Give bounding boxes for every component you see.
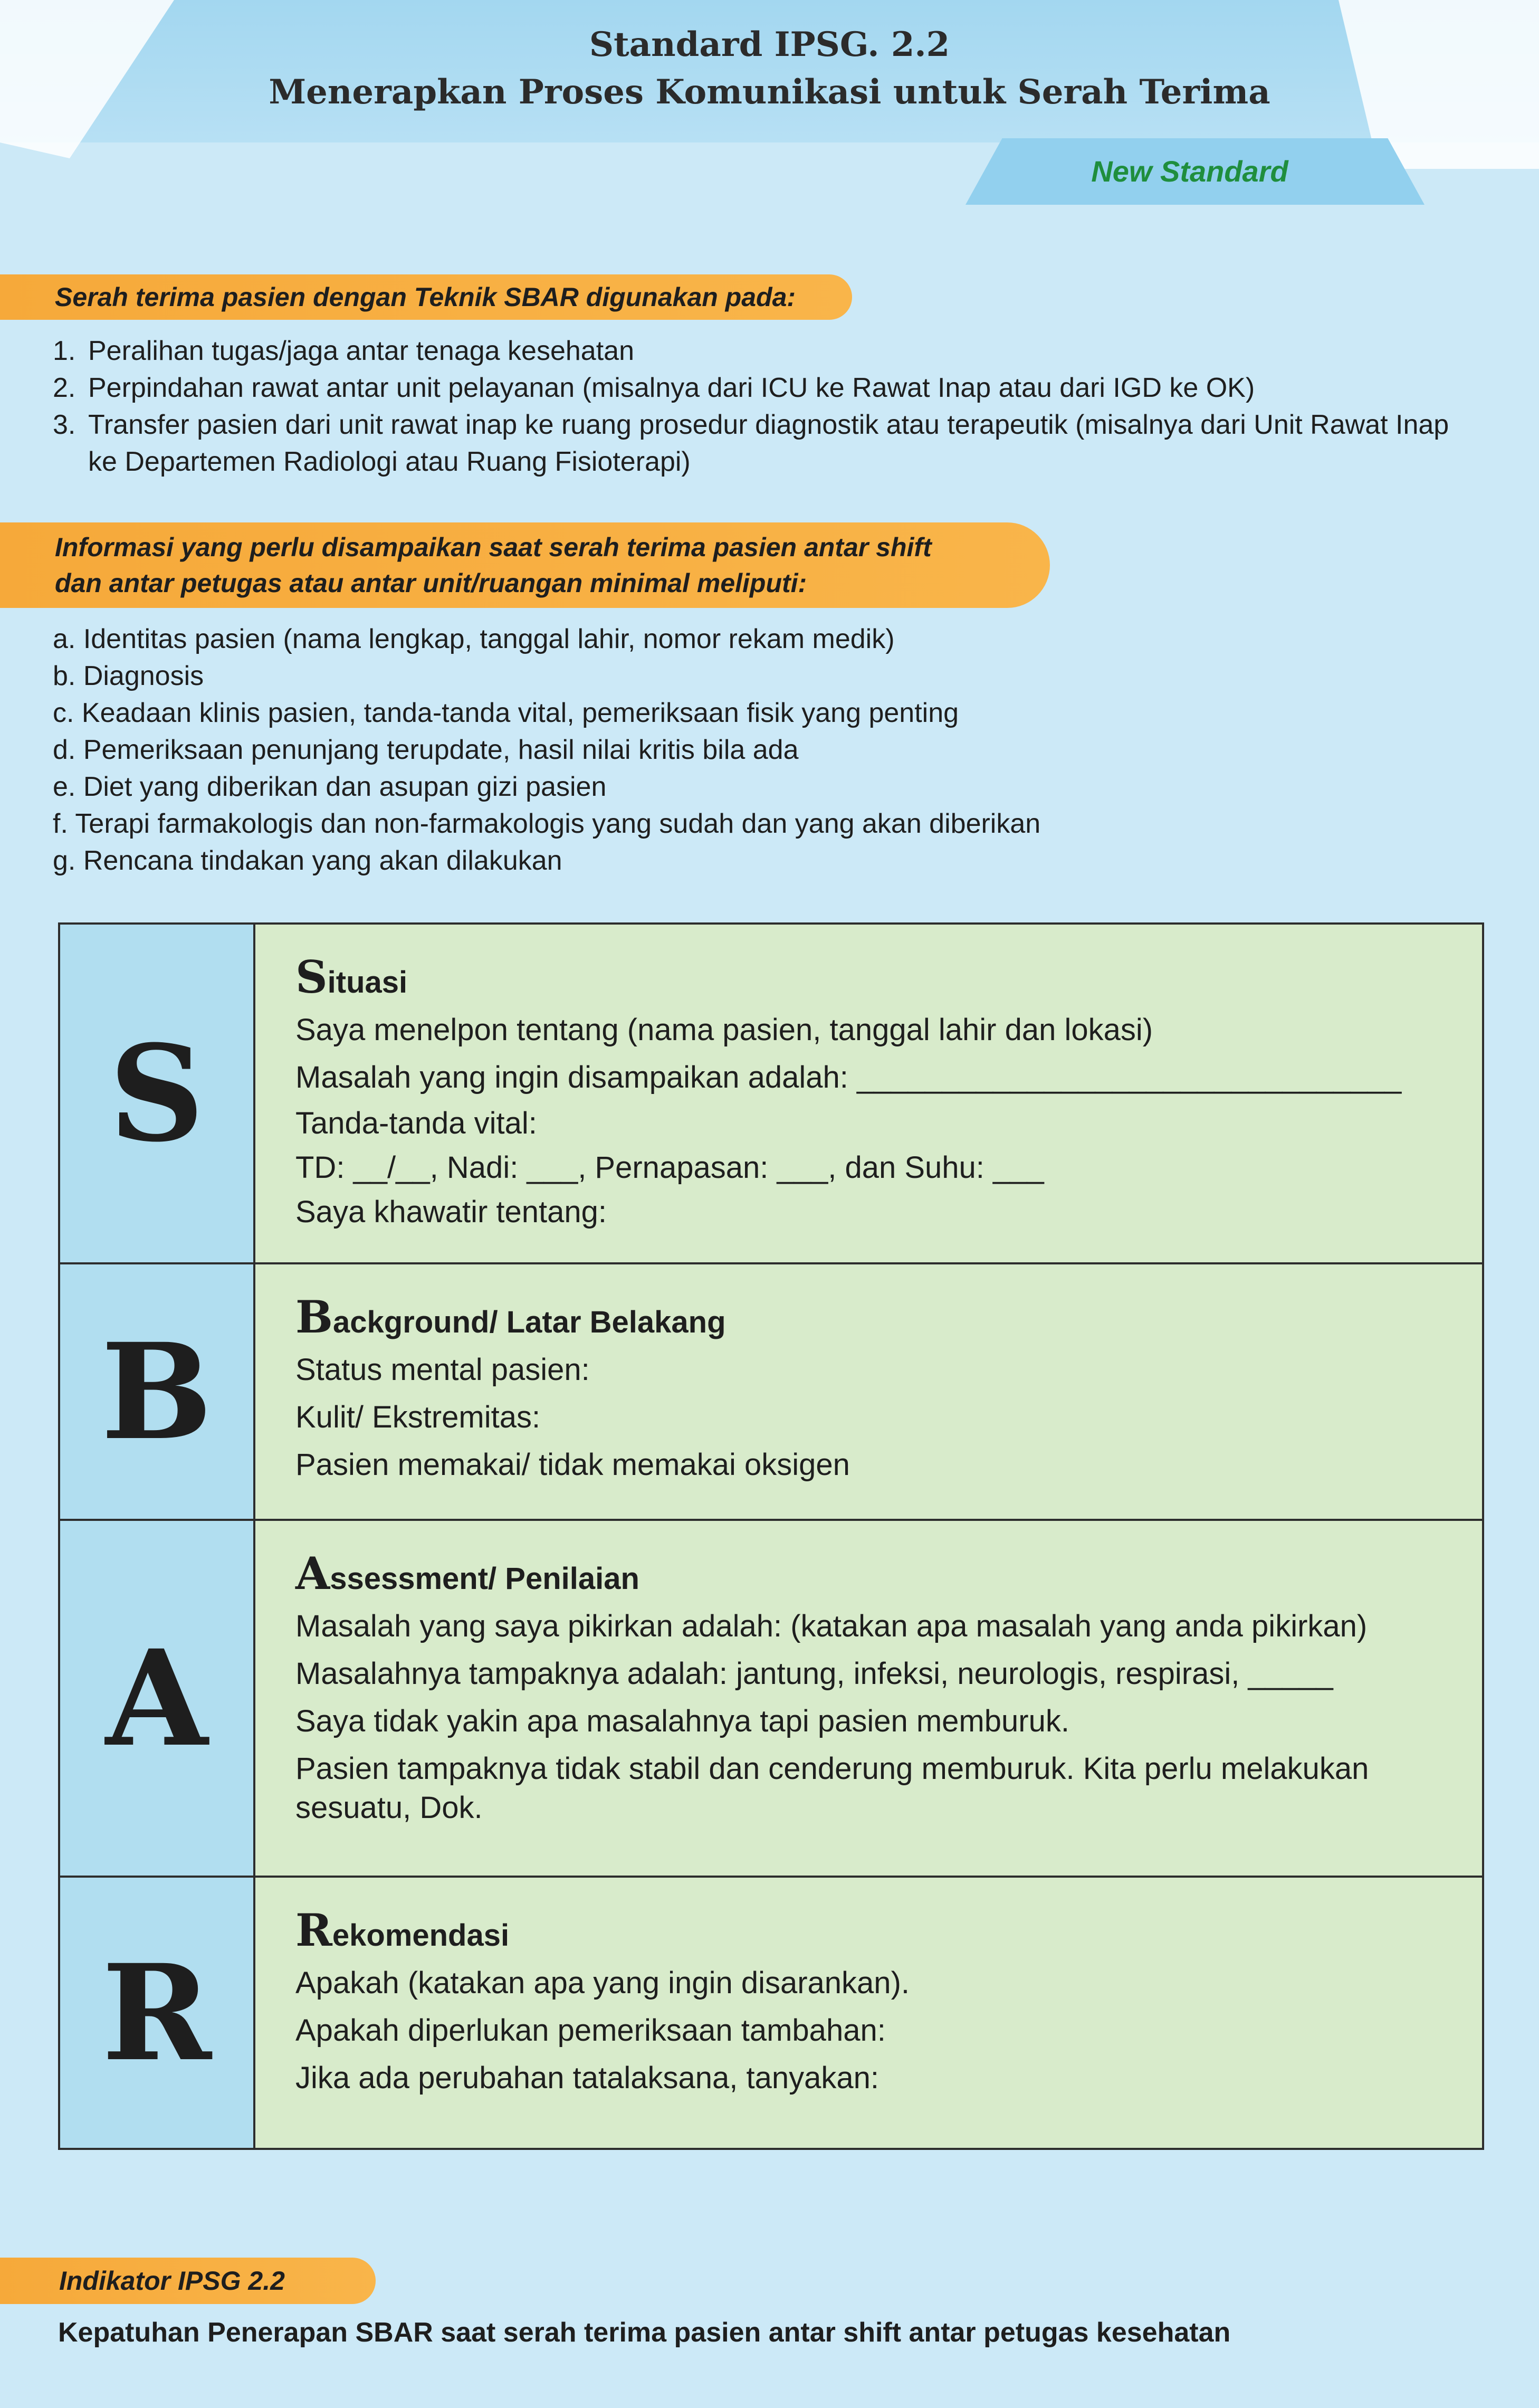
heading-text: ssessment/ Penilaian — [330, 1562, 639, 1596]
list-item-number: 3. — [53, 410, 76, 440]
handover-info-list — [53, 621, 1477, 879]
sbar-line: TD: __/__, Nadi: ___, Pernapasan: ___, dan Suhu: ___ — [295, 1150, 1044, 1185]
page-title — [0, 21, 1539, 116]
list-item: g. Rencana tindakan yang akan dilakukan — [53, 845, 562, 876]
section2-heading — [0, 522, 1050, 608]
list-item: c. Keadaan klinis pasien, tanda-tanda vital, pemeriksaan fisik yang penting — [53, 698, 959, 728]
sbar-content-rekomendasi — [255, 1878, 1482, 2148]
sbar-line: Saya tidak yakin apa masalahnya tapi pasien memburuk. — [295, 1704, 1069, 1738]
heading-initial: S — [295, 951, 328, 1003]
heading-text: ackground/ Latar Belakang — [333, 1305, 726, 1339]
title-line-1: Standard IPSG. 2.2 — [589, 25, 950, 64]
section2-heading-line-1: Informasi yang perlu disampaikan saat serah terima pasien antar shift — [55, 532, 932, 562]
handover-usage-list — [53, 332, 1477, 480]
sbar-line: Tanda-tanda vital: — [295, 1106, 537, 1140]
sbar-content-situasi — [255, 925, 1482, 1262]
list-item-number: 2. — [53, 373, 76, 403]
sbar-letter-a: A — [60, 1521, 255, 1876]
sbar-line: Saya khawatir tentang: — [295, 1195, 607, 1229]
title-line-2: Menerapkan Proses Komunikasi untuk Serah Terima — [269, 72, 1270, 112]
indicator-text: Kepatuhan Penerapan SBAR saat serah terima pasien antar shift antar petugas kesehatan — [58, 2317, 1231, 2348]
list-item-text: Transfer pasien dari unit rawat inap ke ruang prosedur diagnostik atau terapeutik (misalnya dari Unit Rawat Inap ke Departemen Radiologi atau Ruang Fisioterapi) — [88, 410, 1449, 477]
sbar-line: Masalahnya tampaknya adalah: jantung, infeksi, neurologis, respirasi, _____ — [295, 1657, 1333, 1691]
section2-heading-line-2: dan antar petugas atau antar unit/ruangan minimal meliputi: — [55, 568, 807, 598]
heading-initial: R — [295, 1904, 332, 1956]
list-item — [53, 406, 1477, 480]
sbar-content-background — [255, 1264, 1482, 1519]
list-item: b. Diagnosis — [53, 661, 204, 691]
list-item: d. Pemeriksaan penunjang terupdate, hasil nilai kritis bila ada — [53, 735, 799, 765]
list-item-text: Perpindahan rawat antar unit pelayanan (misalnya dari ICU ke Rawat Inap atau dari IGD ke OK) — [88, 373, 1255, 403]
sbar-line: Status mental pasien: — [295, 1353, 590, 1387]
sbar-table — [58, 922, 1484, 2150]
list-item: f. Terapi farmakologis dan non-farmakologis yang sudah dan yang akan diberikan — [53, 808, 1041, 839]
list-item: a. Identitas pasien (nama lengkap, tanggal lahir, nomor rekam medik) — [53, 624, 895, 654]
sbar-line: Saya menelpon tentang (nama pasien, tanggal lahir dan lokasi) — [295, 1013, 1153, 1047]
heading-text: ekomendasi — [332, 1918, 510, 1953]
sbar-line: Apakah (katakan apa yang ingin disarankan). — [295, 1966, 910, 2000]
sbar-line: Pasien memakai/ tidak memakai oksigen — [295, 1448, 850, 1482]
heading-text: ituasi — [327, 965, 408, 1000]
sbar-line: Apakah diperlukan pemeriksaan tambahan: — [295, 2013, 886, 2048]
sbar-heading-situasi — [295, 951, 1461, 1006]
sbar-heading-rekomendasi — [295, 1904, 1461, 1959]
list-item — [53, 332, 1477, 369]
sbar-row-assessment — [60, 1519, 1482, 1876]
indicator-label: Indikator IPSG 2.2 — [0, 2258, 376, 2304]
sbar-line: Kulit/ Ekstremitas: — [295, 1400, 541, 1434]
sbar-content-assessment — [255, 1521, 1482, 1876]
sbar-letter-b: B — [60, 1264, 255, 1519]
list-item: e. Diet yang diberikan dan asupan gizi pasien — [53, 772, 607, 802]
sbar-row-rekomendasi — [60, 1876, 1482, 2148]
heading-initial: B — [295, 1291, 333, 1343]
sbar-letter-s: S — [60, 925, 255, 1262]
sbar-heading-assessment — [295, 1547, 1461, 1603]
sbar-line: Jika ada perubahan tatalaksana, tanyakan: — [295, 2061, 880, 2095]
sbar-row-situasi — [60, 925, 1482, 1262]
sbar-line: Pasien tampaknya tidak stabil dan cenderung memburuk. Kita perlu melakukan sesuatu, Dok. — [295, 1752, 1369, 1825]
sbar-line: Masalah yang ingin disampaikan adalah: ________________________________ — [295, 1060, 1402, 1094]
heading-initial: A — [295, 1547, 330, 1600]
sbar-letter-r: R — [60, 1878, 255, 2148]
list-item-text: Peralihan tugas/jaga antar tenaga kesehatan — [88, 336, 634, 366]
list-item-number: 1. — [53, 336, 76, 366]
sbar-heading-background — [295, 1291, 1461, 1346]
list-item — [53, 369, 1477, 406]
section1-heading: Serah terima pasien dengan Teknik SBAR digunakan pada: — [0, 274, 852, 320]
sbar-row-background — [60, 1262, 1482, 1519]
sbar-line: Masalah yang saya pikirkan adalah: (katakan apa masalah yang anda pikirkan) — [295, 1609, 1368, 1643]
new-standard-badge: New Standard — [1091, 155, 1288, 188]
